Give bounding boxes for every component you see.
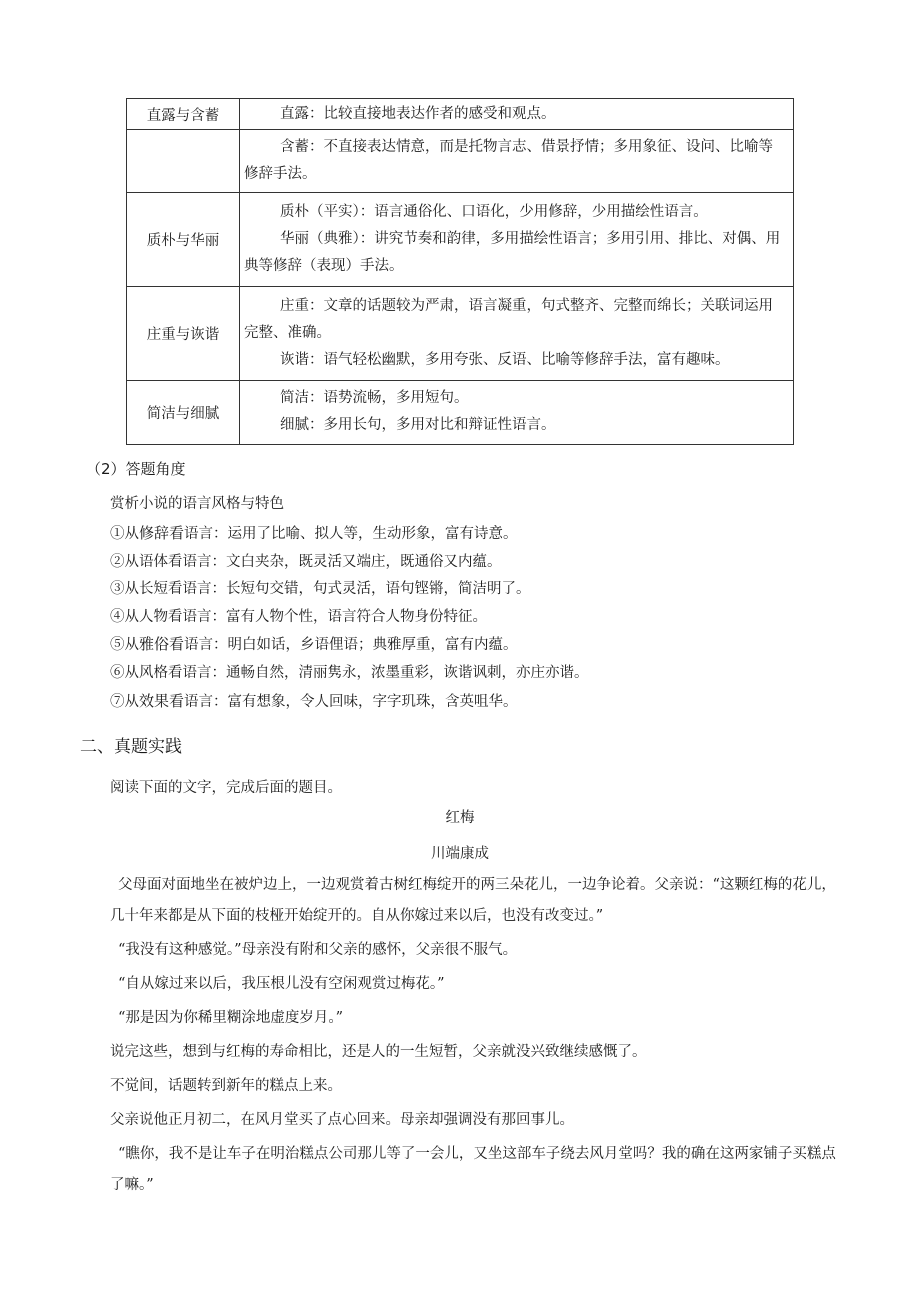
row-label: 简洁与细腻 <box>127 381 240 445</box>
answer-angle-heading: （2）答题角度 <box>86 460 186 478</box>
list-item: ①从修辞看语言：运用了比喻、拟人等，生动形象，富有诗意。 <box>110 524 518 542</box>
language-style-table <box>126 98 794 445</box>
table-row <box>127 287 794 381</box>
reading-instruction: 阅读下面的文字，完成后面的题目。 <box>110 780 342 796</box>
story-paragraph: “自从嫁过来以后，我压根儿没有空闲观赏过梅花。” <box>118 976 445 992</box>
story-title: 红梅 <box>445 810 475 826</box>
list-item: ⑦从效果看语言：富有想象，令人回味，字字玑珠，含英咀华。 <box>110 691 518 710</box>
row-label: 庄重与诙谐 <box>127 287 240 381</box>
story-paragraph: “瞧你，我不是让车子在明治糕点公司那儿等了一会儿，又坐这部车子绕去风月堂吗？我的确在这两家铺子买糕点了嘛。” <box>110 1146 836 1193</box>
section-title: 二、真题实践 <box>80 737 182 757</box>
row-content <box>240 130 794 193</box>
story-paragraph: “那是因为你稀里糊涂地虚度岁月。” <box>118 1010 344 1026</box>
row-content <box>240 99 794 130</box>
story-paragraph: 不觉间，话题转到新年的糕点上来。 <box>110 1078 342 1094</box>
style-definition: 细腻：多用长句，多用对比和辩证性语言。 <box>280 417 556 433</box>
row-content <box>240 193 794 287</box>
story-paragraph: 父亲说他正月初二，在风月堂买了点心回来。母亲却强调没有那回事儿。 <box>110 1112 574 1128</box>
list-item: ③从长短看语言：长短句交错，句式灵活，语句铿锵，简洁明了。 <box>110 581 531 598</box>
style-definition: 质朴（平实）：语言通俗化、口语化，少用修辞，少用描绘性语言。 <box>280 203 708 220</box>
story-author: 川端康成 <box>431 846 489 862</box>
story-paragraph: 父母面对面地坐在被炉边上，一边观赏着古树红梅绽开的两三朵花儿，一边争论着。父亲说：“这颗红梅的花儿，几十年来都是从下面的枝桠开始绽开的。自从你嫁过来以后，也没有改变过。” <box>110 877 836 924</box>
style-definition: 含蓄：不直接表达情意，而是托物言志、借景抒情；多用象征、设问、比喻等修辞手法。 <box>244 138 773 182</box>
answer-angle-intro: 赏析小说的语言风格与特色 <box>110 496 284 512</box>
row-label: 直露与含蓄 <box>127 99 240 130</box>
table-row <box>127 193 794 287</box>
story-paragraph: “我没有这种感觉。”母亲没有附和父亲的感怀，父亲很不服气。 <box>118 942 518 958</box>
answer-angle-list <box>110 520 589 716</box>
table-row <box>127 130 794 193</box>
list-item: ②从语体看语言：文白夹杂，既灵活又端庄，既通俗又内蕴。 <box>110 553 502 570</box>
list-item: ④从人物看语言：富有人物个性，语言符合人物身份特征。 <box>110 608 487 625</box>
story-body <box>110 870 840 1204</box>
style-definition: 简洁：语势流畅，多用短句。 <box>280 390 469 406</box>
row-label-empty <box>127 130 240 193</box>
style-definition: 庄重：文章的话题较为严肃，语言凝重，句式整齐、完整而绵长；关联词运用完整、准确。 <box>244 297 773 341</box>
row-content <box>240 287 794 381</box>
style-definition: 华丽（典雅）：讲究节奏和韵律，多用描绘性语言；多用引用、排比、对偶、用典等修辞（表现）手法。 <box>244 230 781 274</box>
list-item: ⑤从雅俗看语言：明白如话，乡语俚语；典雅厚重，富有内蕴。 <box>110 635 518 654</box>
table-row <box>127 99 794 130</box>
style-definition: 直露：比较直接地表达作者的感受和观点。 <box>280 105 556 122</box>
list-item: ⑥从风格看语言：通畅自然，清丽隽永，浓墨重彩，诙谐讽刺，亦庄亦谐。 <box>110 664 589 681</box>
row-label: 质朴与华丽 <box>127 193 240 287</box>
style-definition: 诙谐：语气轻松幽默，多用夸张、反语、比喻等修辞手法，富有趣味。 <box>280 351 730 368</box>
row-content <box>240 381 794 445</box>
table-row <box>127 381 794 445</box>
story-paragraph: 说完这些，想到与红梅的寿命相比，还是人的一生短暂，父亲就没兴致继续感慨了。 <box>110 1044 647 1060</box>
